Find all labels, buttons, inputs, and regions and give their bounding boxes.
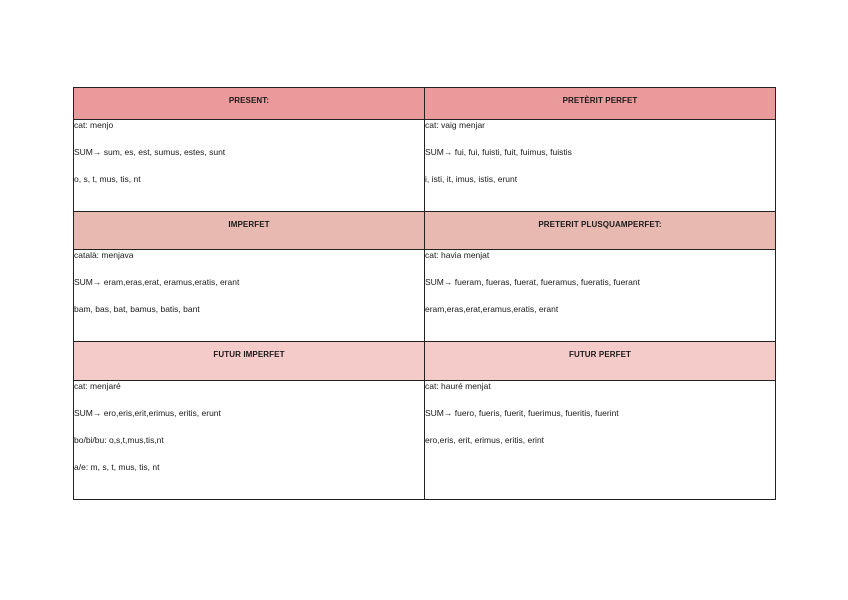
- content-row: [74, 120, 776, 212]
- cell-futur-imperfet: [74, 381, 425, 500]
- text-line: o, s, t, mus, tis, nt: [74, 174, 141, 184]
- text-line: bam, bas, bat, bamus, batis, bant: [74, 304, 200, 314]
- cell-present: [74, 120, 425, 212]
- text-line: cat: menjaré: [74, 381, 121, 391]
- heading-futur-perfet-label: FUTUR PERFET: [568, 350, 632, 359]
- header-row: [74, 342, 776, 381]
- text-line: SUM→ fuero, fueris, fuerit, fuerimus, fueritis, fuerint: [425, 408, 619, 418]
- text-line: eram,eras,erat,eramus,eratis, erant: [425, 304, 559, 314]
- content-row: [74, 250, 776, 342]
- content-row: [74, 381, 776, 500]
- text-line: cat: hauré menjat: [425, 381, 491, 391]
- heading-plusquamperfet: [425, 212, 776, 250]
- text-line: a/e: m, s, t, mus, tis, nt: [74, 462, 160, 472]
- heading-present-label: PRESENT:: [228, 96, 270, 105]
- heading-preterit-perfet-label: PRETÈRIT PERFET: [562, 96, 638, 105]
- cell-imperfet: [74, 250, 425, 342]
- header-row: [74, 88, 776, 120]
- heading-futur-imperfet: [74, 342, 425, 381]
- cell-futur-perfet: [425, 381, 776, 500]
- text-line: i, isti, it, imus, istis, erunt: [425, 174, 518, 184]
- text-line: SUM→ eram,eras,erat, eramus,eratis, erant: [74, 277, 240, 287]
- heading-imperfet: [74, 212, 425, 250]
- heading-preterit-perfet: [425, 88, 776, 120]
- heading-plusquamperfet-label: PRETERIT PLUSQUAMPERFET:: [538, 220, 662, 229]
- text-line: SUM→ fui, fui, fuisti, fuit, fuimus, fuistis: [425, 147, 572, 157]
- text-line: bo/bi/bu: o,s,t,mus,tis,nt: [74, 435, 164, 445]
- text-line: cat: havia menjat: [425, 250, 490, 260]
- text-line: ero,eris, erit, erimus, eritis, erint: [425, 435, 545, 445]
- text-line: cat: menjo: [74, 120, 114, 130]
- text-line: SUM→ sum, es, est, sumus, estes, sunt: [74, 147, 226, 157]
- text-line: SUM→ fueram, fueras, fuerat, fueramus, fueratis, fuerant: [425, 277, 640, 287]
- header-row: [74, 212, 776, 250]
- heading-present: [74, 88, 425, 120]
- text-line: SUM→ ero,eris,erit,erimus, eritis, erunt: [74, 408, 221, 418]
- heading-imperfet-label: IMPERFET: [228, 220, 270, 229]
- text-line: català: menjava: [74, 250, 134, 260]
- text-line: cat: vaig menjar: [425, 120, 485, 130]
- verb-tense-table: [73, 87, 776, 500]
- cell-plusquamperfet: [425, 250, 776, 342]
- cell-preterit-perfet: [425, 120, 776, 212]
- heading-futur-imperfet-label: FUTUR IMPERFET: [213, 350, 285, 359]
- heading-futur-perfet: [425, 342, 776, 381]
